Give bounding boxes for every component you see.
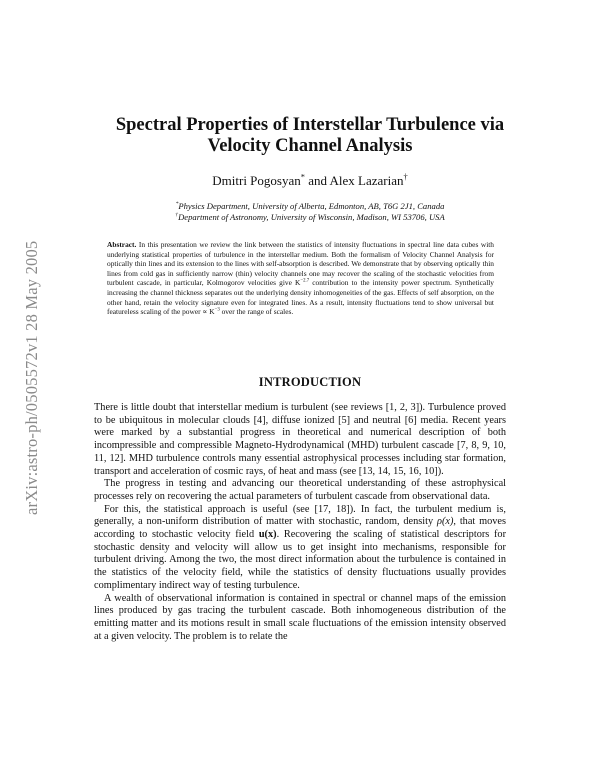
affiliation-mark-1: * — [175, 201, 179, 208]
affiliation-1-text: Physics Department, University of Alberta, Edmonton, AB, T6G 2J1, Canada — [178, 201, 445, 211]
paragraph-1: There is little doubt that interstellar medium is turbulent (see reviews [1, 2, 3]). Turbulence proved to be ubiquitous in molecular clouds [4], diffuse ionized [5] and neutral [6] media. Recent years were marked by a substantial progress in theoretical and numerical description of both incompressible and compressible Magneto-Hydrodynamical (MHD) turbulent cascade [7, 8, 9, 10, 11, 12]. MHD turbulence controls many essential astrophysical processes including star formation, transport and acceleration of cosmic rays, of heat and mass (see [13, 14, 15, 16, 10]). — [94, 402, 506, 477]
author-lazarian: Alex Lazarian — [329, 173, 404, 188]
abstract-label: Abstract. — [107, 240, 137, 249]
abstract-exponent-2: −3 — [214, 307, 220, 313]
author-mark-1: * — [300, 171, 305, 182]
abstract-text-2: contribution to the intensity power spectrum. Synthetically increasing the channel thickness separates out the underlying density inhomogeneities of the gas. Effects of self absorption, on the other hand, retain the velocity signature even for integrated lines. As a result, intensity fluctuations tend to show universal but featureless scaling of the power ∝ K — [107, 278, 494, 317]
paragraph-3-part-b: , that moves according to stochastic velocity field — [94, 516, 506, 541]
paragraph-4: A wealth of observational information is contained in spectral or channel maps of the emission lines produced by gas tracing the turbulent cascade. Both inhomogeneous distribution of the emitting matter and its motions result in small scale fluctuations of the emission intensity observed at a given velocity. The problem is to relate the — [94, 592, 506, 642]
arxiv-identifier — [22, 208, 42, 548]
paragraph-3 — [94, 504, 506, 593]
abstract — [107, 240, 494, 317]
affiliation-mark-2: † — [175, 212, 179, 219]
affiliation-alberta — [70, 201, 550, 212]
title-line-1: Spectral Properties of Interstellar Turbulence via — [115, 115, 505, 135]
density-symbol: ρ(x) — [437, 516, 454, 528]
affiliation-2-text: Department of Astronomy, University of Wisconsin, Madison, WI 53706, USA — [178, 212, 445, 222]
introduction-body — [94, 402, 506, 643]
abstract-exponent-1: −2.7 — [300, 278, 310, 284]
paragraph-3-part-c: . Recovering the scaling of statistical descriptors for stochastic density and velocity will allow us to get insight into mechanisms, responsible for turbulent driving. Among the two, the most direct information about the turbulence is contained in the statistics of the velocity field, while the statistics of density fluctuations usually provides complimentary indirect way of testing turbulence. — [94, 529, 506, 591]
author-conjunction: and — [304, 173, 330, 188]
author-list — [70, 173, 550, 189]
author-pogosyan: Dmitri Pogosyan — [212, 173, 301, 188]
paragraph-3-part-a: For this, the statistical approach is useful (see [17, 18]). In fact, the turbulent medium is, generally, a non-uniform distribution of matter with stochastic, random, density — [94, 503, 506, 528]
affiliations — [70, 201, 550, 223]
arxiv-id-text: arXiv:astro-ph/0505572v1 28 May 2005 — [22, 240, 41, 516]
section-heading-introduction: INTRODUCTION — [258, 375, 362, 389]
paper-title — [70, 115, 550, 157]
abstract-text-1: In this presentation we review the link between the statistics of intensity fluctuations in spectral line data cubes with underlying statistical properties of turbulence in the interstellar medium. Both the formalism of Velocity Channel Analysis for optically thin lines and its extension to the lines with self-absorption is described. We demonstrate that by observing optically thin lines from cold gas in sufficiently narrow (thin) velocity channels one may recover the scaling of the stochastic velocities from turbulent cascade, in particular, Kolmogorov velocities give K — [107, 240, 494, 288]
title-line-2: Velocity Channel Analysis — [207, 136, 413, 156]
affiliation-wisconsin — [70, 212, 550, 223]
author-mark-2: † — [403, 171, 408, 182]
paragraph-2: The progress in testing and advancing our theoretical understanding of these astrophysical processes rely on recovering the actual parameters of turbulent cascade from observational data. — [94, 478, 506, 502]
abstract-text-3: over the range of scales. — [219, 307, 294, 317]
velocity-symbol: u(x) — [258, 529, 277, 541]
